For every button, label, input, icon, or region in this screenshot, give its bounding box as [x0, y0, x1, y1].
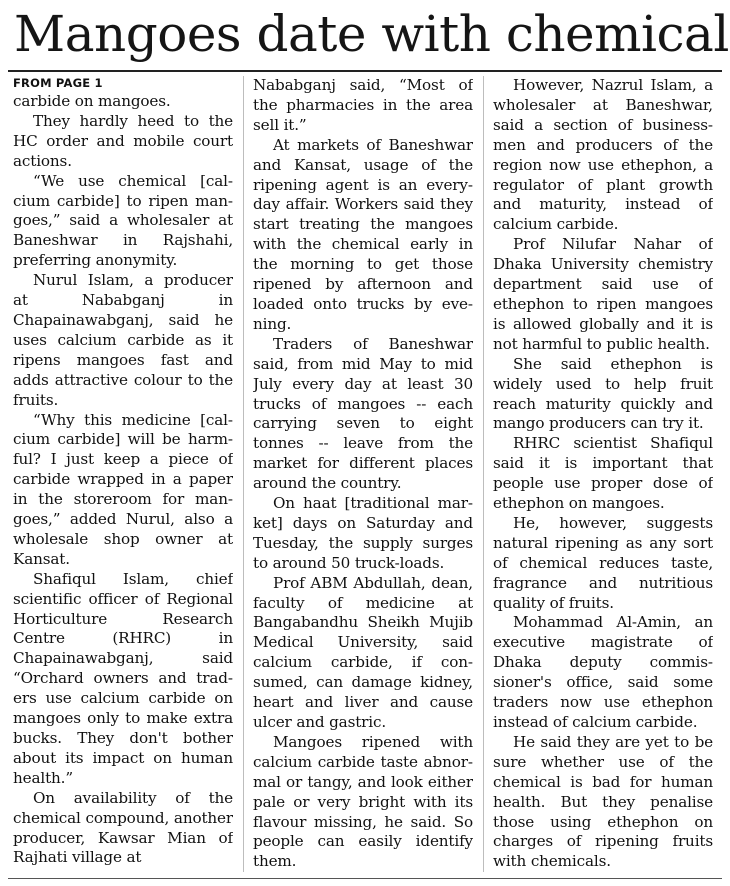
paragraph: “Why this medicine [calcium carbide] will be harmful? I just keep a piece of carbide wrapped in a paper in the storeroom for mangoes,” added Nurul, also a wholesale shop owner at Kansat. — [13, 410, 233, 568]
article-column-2 — [253, 76, 473, 874]
article-column-3 — [493, 76, 713, 874]
paragraph: Mohammad Al-Amin, an executive magistrate of Dhaka deputy commissioner's office, said some traders now use ethephon instead of calcium carbide. — [493, 613, 713, 731]
paragraph: She said ethephon is widely used to help fruit reach maturity quickly and mango producers can try it. — [493, 354, 713, 433]
headline-rule — [8, 70, 722, 72]
article-column-1 — [13, 76, 233, 874]
paragraph: RHRC scientist Shafiqul said it is important that people use proper dose of ethephon on mangoes. — [493, 434, 713, 513]
paragraph: On haat [traditional market] days on Saturday and Tuesday, the supply surges to around 50 truck-loads. — [253, 494, 473, 572]
paragraph: Prof Nilufar Nahar of Dhaka University chemistry department said use of ethephon to ripen mangoes is allowed globally and it is not harmful to public health. — [493, 235, 713, 353]
paragraph: They hardly heed to the HC order and mobile court actions. — [13, 111, 233, 170]
paragraph: He said they are yet to be sure whether use of the chemical is bad for human health. But they penalise those using ethephon on charges of ripening fruits with chemicals. — [493, 732, 713, 871]
paragraph: However, Nazrul Islam, a wholesaler at Baneshwar, said a section of businessmen and producers of the region now use ethephon, a regulator of plant growth and maturity, instead of calcium carbide. — [493, 76, 713, 234]
paragraph: Traders of Baneshwar said, from mid May to mid July every day at least 30 trucks of mangoes -- each carrying seven to eight tonnes -- leave from the market for different places around the country. — [253, 334, 473, 493]
bottom-rule — [8, 878, 722, 879]
paragraph: carbide on mangoes. — [13, 92, 171, 110]
paragraph: Mangoes ripened with calcium carbide taste abnormal or tangy, and look either pale or very bright with its flavour missing, he said. So people can easily identify them. — [253, 732, 473, 871]
paragraph: Shafiqul Islam, chief scientific officer of Regional Horticulture Research Centre (RHRC) in Chapainawabganj, said “Orchard owners and traders use calcium carbide on mangoes only to make extra bucks. They don't bother about its impact on human health.” — [13, 569, 233, 787]
paragraph: At markets of Baneshwar and Kansat, usage of the ripening agent is an everyday affair. Workers said they start treating the mangoes with the chemical early in the morning to get those ripened by afternoon and loaded onto trucks by evening. — [253, 135, 473, 333]
column-divider — [243, 76, 244, 872]
paragraph: On availability of the chemical compound, another producer, Kawsar Mian of Rajhati village at — [13, 788, 233, 867]
paragraph: Nababganj said, “Most of the pharmacies in the area sell it.” — [253, 76, 473, 134]
headline: Mangoes date with chemical — [14, 5, 729, 63]
paragraph: Prof ABM Abdullah, dean, faculty of medicine at Bangabandhu Sheikh Mujib Medical University, said calcium carbide, if consumed, can damage kidney, heart and liver and cause ulcer and gastric. — [253, 573, 473, 731]
paragraph: He, however, suggests natural ripening as any sort of chemical reduces taste, fragrance and nutritious quality of fruits. — [493, 513, 713, 612]
continuation-kicker: FROM PAGE 1 — [13, 76, 103, 90]
column-divider — [483, 76, 484, 872]
paragraph: “We use chemical [calcium carbide] to ripen mangoes,” said a wholesaler at Baneshwar in Rajshahi, preferring anonymity. — [13, 171, 233, 270]
paragraph: Nurul Islam, a producer at Nababganj in Chapainawabganj, said he uses calcium carbide as it ripens mangoes fast and adds attractive colour to the fruits. — [13, 271, 233, 409]
